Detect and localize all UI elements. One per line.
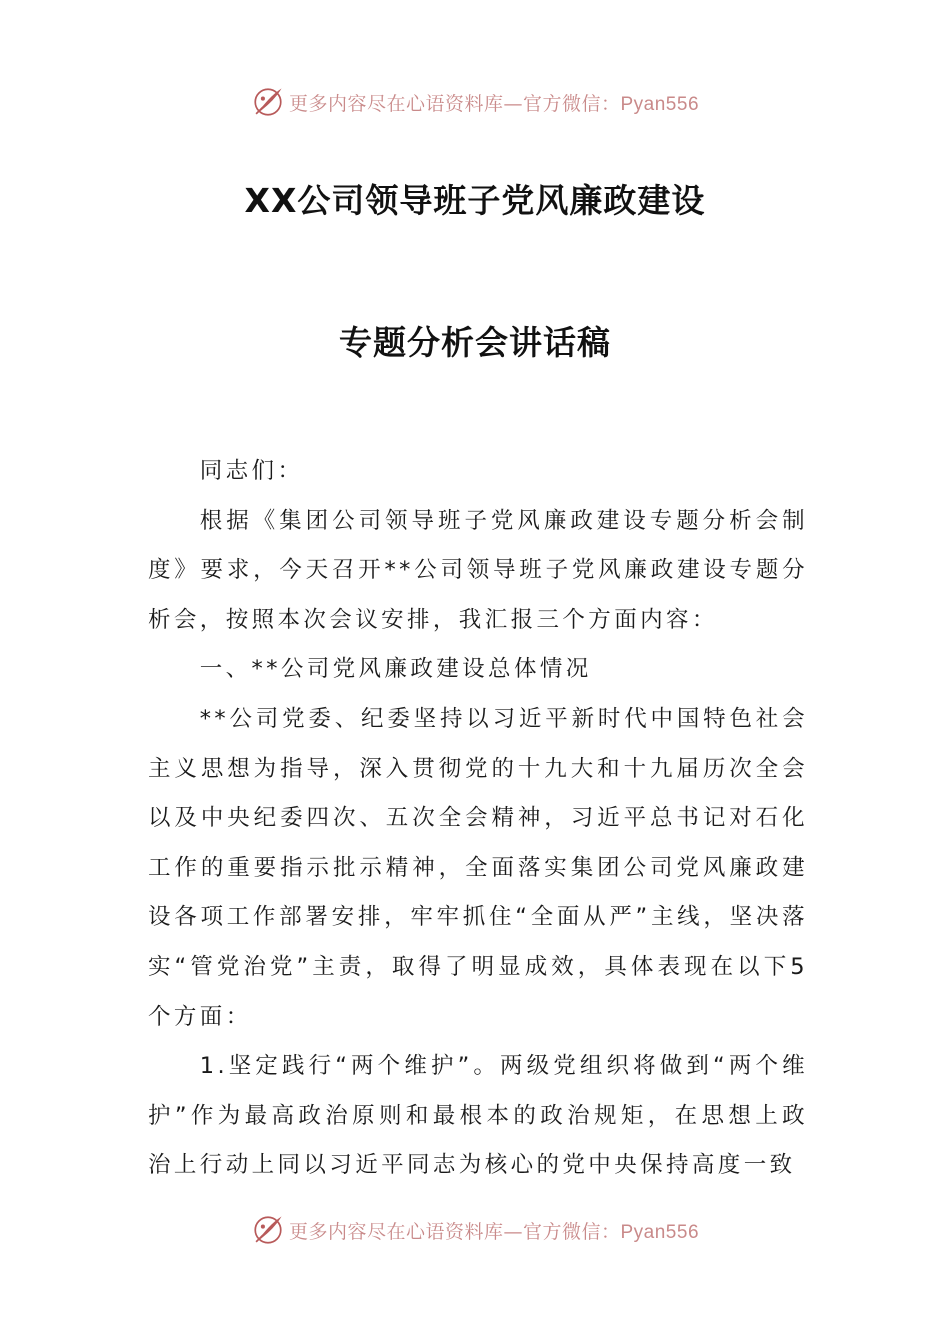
watermark-wechat-id: Pyan556 (620, 93, 700, 115)
footer-watermark (0, 1210, 950, 1250)
watermark-wechat-id: Pyan556 (620, 1221, 700, 1243)
quill-pen-logo-icon (251, 1213, 285, 1247)
header-watermark (0, 82, 950, 122)
document-body (148, 447, 808, 1191)
document-title-line1: XX公司领导班子党风廉政建设 (244, 181, 706, 220)
intro-paragraph: 根据《集团公司领导班子党风廉政建设专题分析会制度》要求，今天召开**公司领导班子党风廉政建设专题分析会，按照本次会议安排，我汇报三个方面内容： (148, 507, 808, 633)
overview-paragraph: **公司党委、纪委坚持以习近平新时代中国特色社会主义思想为指导，深入贯彻党的十九大和十九届历次全会以及中央纪委四次、五次全会精神，习近平总书记对石化工作的重要指示批示精神，全面落实集团公司党风廉政建设各项工作部署安排，牢牢抓住“全面从严”主线，坚决落实“管党治党”主责，取得了明显成效，具体表现在以下5个方面： (148, 705, 808, 1030)
point-one-paragraph: 1.坚定践行“两个维护”。两级党组织将做到“两个维护”作为最高政治原则和最根本的政治规矩，在思想上政治上行动上同以习近平同志为核心的党中央保持高度一致 (148, 1053, 808, 1179)
watermark-text: 更多内容尽在心语资料库—官方微信：Pyan556 (288, 92, 700, 115)
section-heading: 一、**公司党风廉政建设总体情况 (199, 656, 592, 683)
document-title-line2: 专题分析会讲话稿 (339, 323, 611, 362)
watermark-text: 更多内容尽在心语资料库—官方微信：Pyan556 (288, 1220, 700, 1243)
quill-pen-logo-icon (251, 85, 285, 119)
salutation-paragraph: 同志们： (199, 458, 304, 484)
